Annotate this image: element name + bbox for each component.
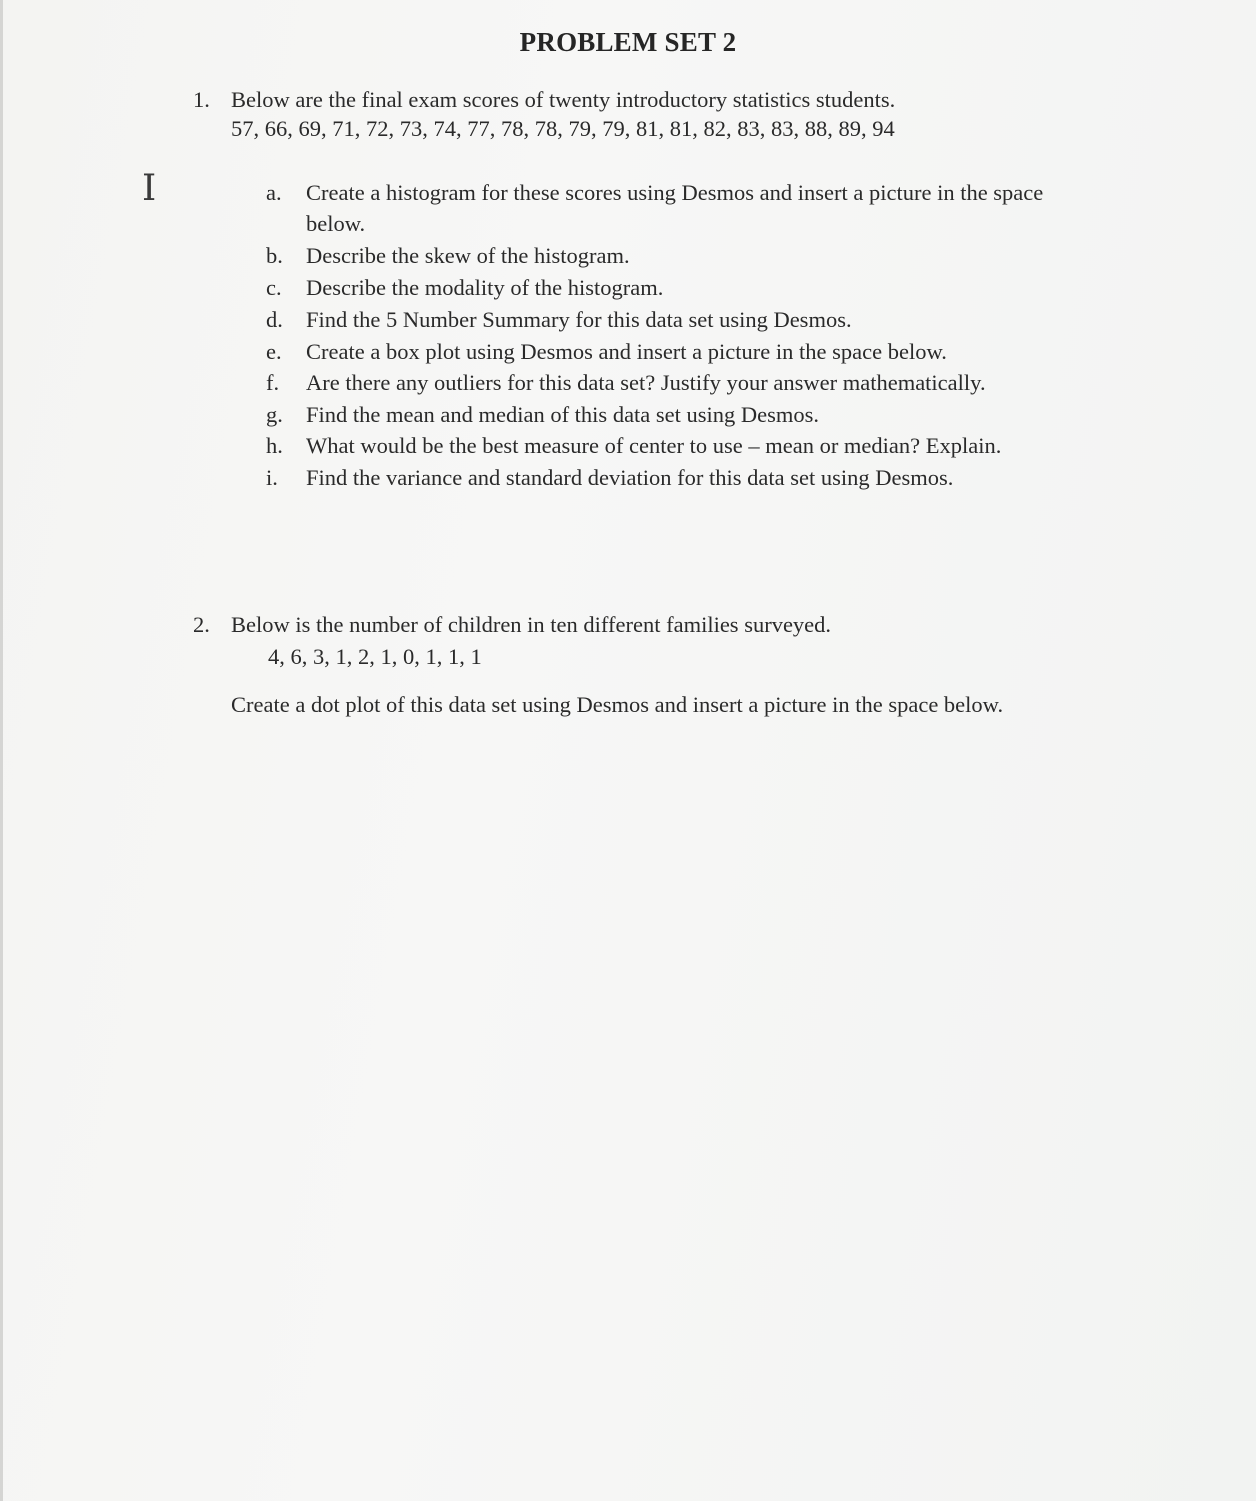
part-label-h: h. [266, 433, 283, 458]
part-label-a: a. [266, 180, 282, 205]
part-text-e: Create a box plot using Desmos and insert a picture in the space below. [306, 339, 947, 364]
page-edge [0, 0, 3, 1501]
problem-2-instruction: Create a dot plot of this data set using Desmos and insert a picture in the space below. [231, 692, 1004, 717]
part-text-h: What would be the best measure of center to use – mean or median? Explain. [306, 433, 1002, 458]
part-text-b: Describe the skew of the histogram. [306, 243, 630, 268]
part-label-b: b. [266, 243, 283, 268]
problem-2-data: 4, 6, 3, 1, 2, 1, 0, 1, 1, 1 [268, 644, 482, 669]
problem-1-number: 1. [193, 87, 210, 112]
part-text-a-continuation: below. [306, 211, 366, 236]
page-title: PROBLEM SET 2 [519, 27, 737, 57]
part-text-c: Describe the modality of the histogram. [306, 275, 664, 300]
problem-1-prompt: Below are the final exam scores of twenty introductory statistics students. [231, 87, 896, 112]
problem-1-data: 57, 66, 69, 71, 72, 73, 74, 77, 78, 78, 79, 79, 81, 81, 82, 83, 83, 88, 89, 94 [231, 116, 895, 141]
part-label-g: g. [266, 402, 283, 427]
problem-2-number: 2. [193, 612, 210, 637]
part-text-g: Find the mean and median of this data set using Desmos. [306, 402, 820, 427]
part-label-f: f. [266, 370, 280, 395]
part-label-e: e. [266, 339, 282, 364]
text-cursor-icon: I [142, 168, 157, 209]
part-label-i: i. [266, 465, 278, 490]
part-label-c: c. [266, 275, 282, 300]
part-text-d: Find the 5 Number Summary for this data set using Desmos. [306, 307, 852, 332]
part-text-f: Are there any outliers for this data set? Justify your answer mathematically. [306, 370, 986, 395]
part-text-a: Create a histogram for these scores using Desmos and insert a picture in the space [306, 180, 1044, 205]
problem-2-prompt: Below is the number of children in ten different families surveyed. [231, 612, 832, 637]
part-text-i: Find the variance and standard deviation for this data set using Desmos. [306, 465, 954, 490]
part-label-d: d. [266, 307, 283, 332]
